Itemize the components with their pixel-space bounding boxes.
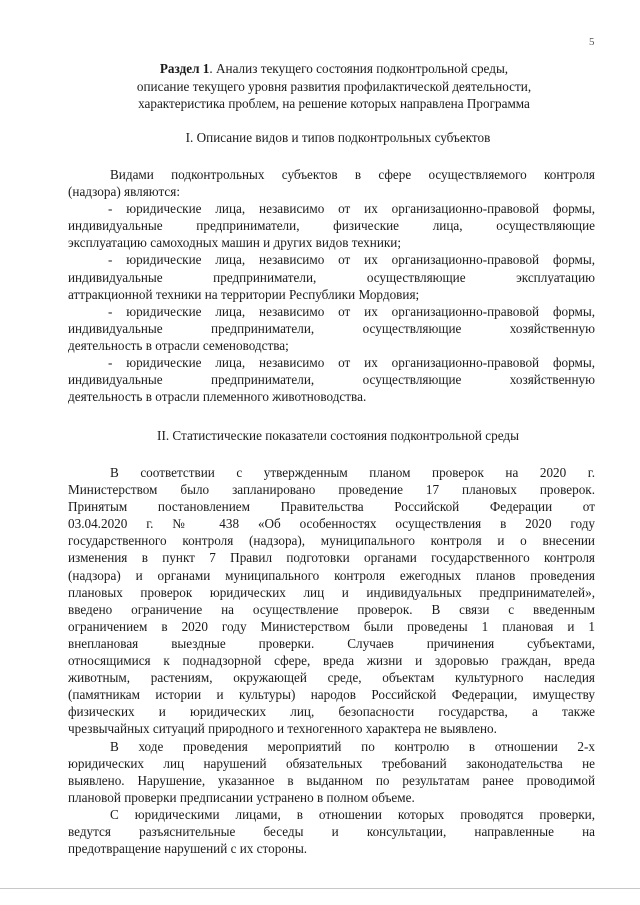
subject-types-paragraph [68, 166, 595, 405]
text-line: ведутся разъяснительные беседы и консультации, направленные на [68, 823, 595, 839]
subheading-statistics: II. Статистические показатели состояния подконтрольной среды [157, 428, 519, 443]
text-line: (надзора) являются: [68, 184, 180, 200]
text-line: Видами подконтрольных субъектов в сфере осуществляемого контроля [110, 167, 595, 182]
text-line: животным, растениям, окружающей среде, объектам культурного наследия [68, 670, 595, 686]
text-line: Принятым постановлением Правительства Российской Федерации от [68, 499, 595, 515]
page-number: 5 [589, 36, 595, 48]
subheading-subject-types: I. Описание видов и типов подконтрольных субъектов [185, 130, 491, 145]
section-title-part: . Анализ текущего состояния подконтрольной среды, [209, 61, 509, 76]
scan-bottom-edge [0, 888, 640, 889]
text-line: чрезвычайных ситуаций природного и техногенного характера не выявлено. [68, 721, 497, 737]
text-line: государственного контроля (надзора), муниципального контроля и о внесении [68, 533, 595, 549]
text-line: Министерством было запланировано проведение 17 плановых проверок. [68, 482, 595, 498]
text-line: 03.04.2020 г. № 438 «Об особенностях осуществления в 2020 году [68, 516, 595, 532]
section-heading-line-3: характеристика проблем, на решение которых направлена Программа [138, 96, 530, 111]
text-line: индивидуальные предприниматели, осуществляющие хозяйственную [68, 320, 595, 336]
text-line: физических и юридических лиц, безопасности государства, а также [68, 704, 595, 720]
text-line: деятельность в отрасли племенного животноводства. [68, 389, 367, 405]
text-line: аттракционной техники на территории Республики Мордовия; [68, 286, 420, 302]
text-line: индивидуальные предприниматели, осуществляющие хозяйственную [68, 372, 595, 388]
text-line: плановой проверки предписании устранено в полном объеме. [68, 789, 415, 805]
section-heading [96, 60, 572, 113]
text-line: эксплуатацию самоходных машин и других видов техники; [68, 235, 402, 251]
text-line: индивидуальные предприниматели, физические лица, осуществляющие [68, 218, 595, 234]
text-line: внеплановая выездные проверки. Случаев причинения субъектами, [68, 635, 595, 651]
text-line: юридических лиц нарушений обязательных требований законодательства не [68, 755, 595, 771]
text-line: изменения в пункт 7 Правил подготовки органами государственного контроля [68, 550, 595, 566]
text-line: введено ограничение на осуществление проверок. В связи с введенным [68, 601, 595, 617]
text-line: - юридические лица, независимо от их организационно-правовой формы, [108, 303, 595, 319]
section-heading-line-2: описание текущего уровня развития профилактической деятельности, [136, 78, 532, 94]
text-line: ограничением в 2020 году Министерством были проведены 1 плановая и 1 [68, 618, 595, 634]
section-label: Раздел 1 [159, 61, 210, 76]
text-line: индивидуальные предприниматели, осуществляющие эксплуатацию [68, 269, 595, 285]
text-line: - юридические лица, независимо от их организационно-правовой формы, [108, 252, 595, 268]
text-line: (надзора) и органами муниципального контроля ежегодных планов проведения [68, 567, 595, 583]
text-line: В соответствии с утвержденным планом проверок на 2020 г. [110, 465, 595, 480]
text-line: плановых проверок юридических лиц и индивидуальных предпринимателей», [68, 584, 595, 600]
text-line: относящимися к поднадзорной сфере, вреда жизни и здоровью граждан, вреда [68, 653, 595, 669]
text-line: (памятникам истории и культуры) народов Российской Федерации, имуществу [68, 687, 595, 703]
text-line: В ходе проведения мероприятий по контролю в отношении 2-х [110, 738, 595, 754]
text-line: - юридические лица, независимо от их организационно-правовой формы, [108, 201, 595, 217]
text-line: выявлено. Нарушение, указанное в выданном по результатам ранее проводимой [68, 772, 595, 788]
section-heading-line-1 [96, 60, 572, 78]
text-line: С юридическими лицами, в отношении которых проводятся проверки, [110, 806, 595, 822]
text-line: деятельность в отрасли семеноводства; [68, 337, 289, 353]
text-line: предотвращение нарушений с их стороны. [68, 841, 308, 857]
statistics-paragraph [68, 464, 595, 857]
text-line: - юридические лица, независимо от их организационно-правовой формы, [108, 355, 595, 371]
